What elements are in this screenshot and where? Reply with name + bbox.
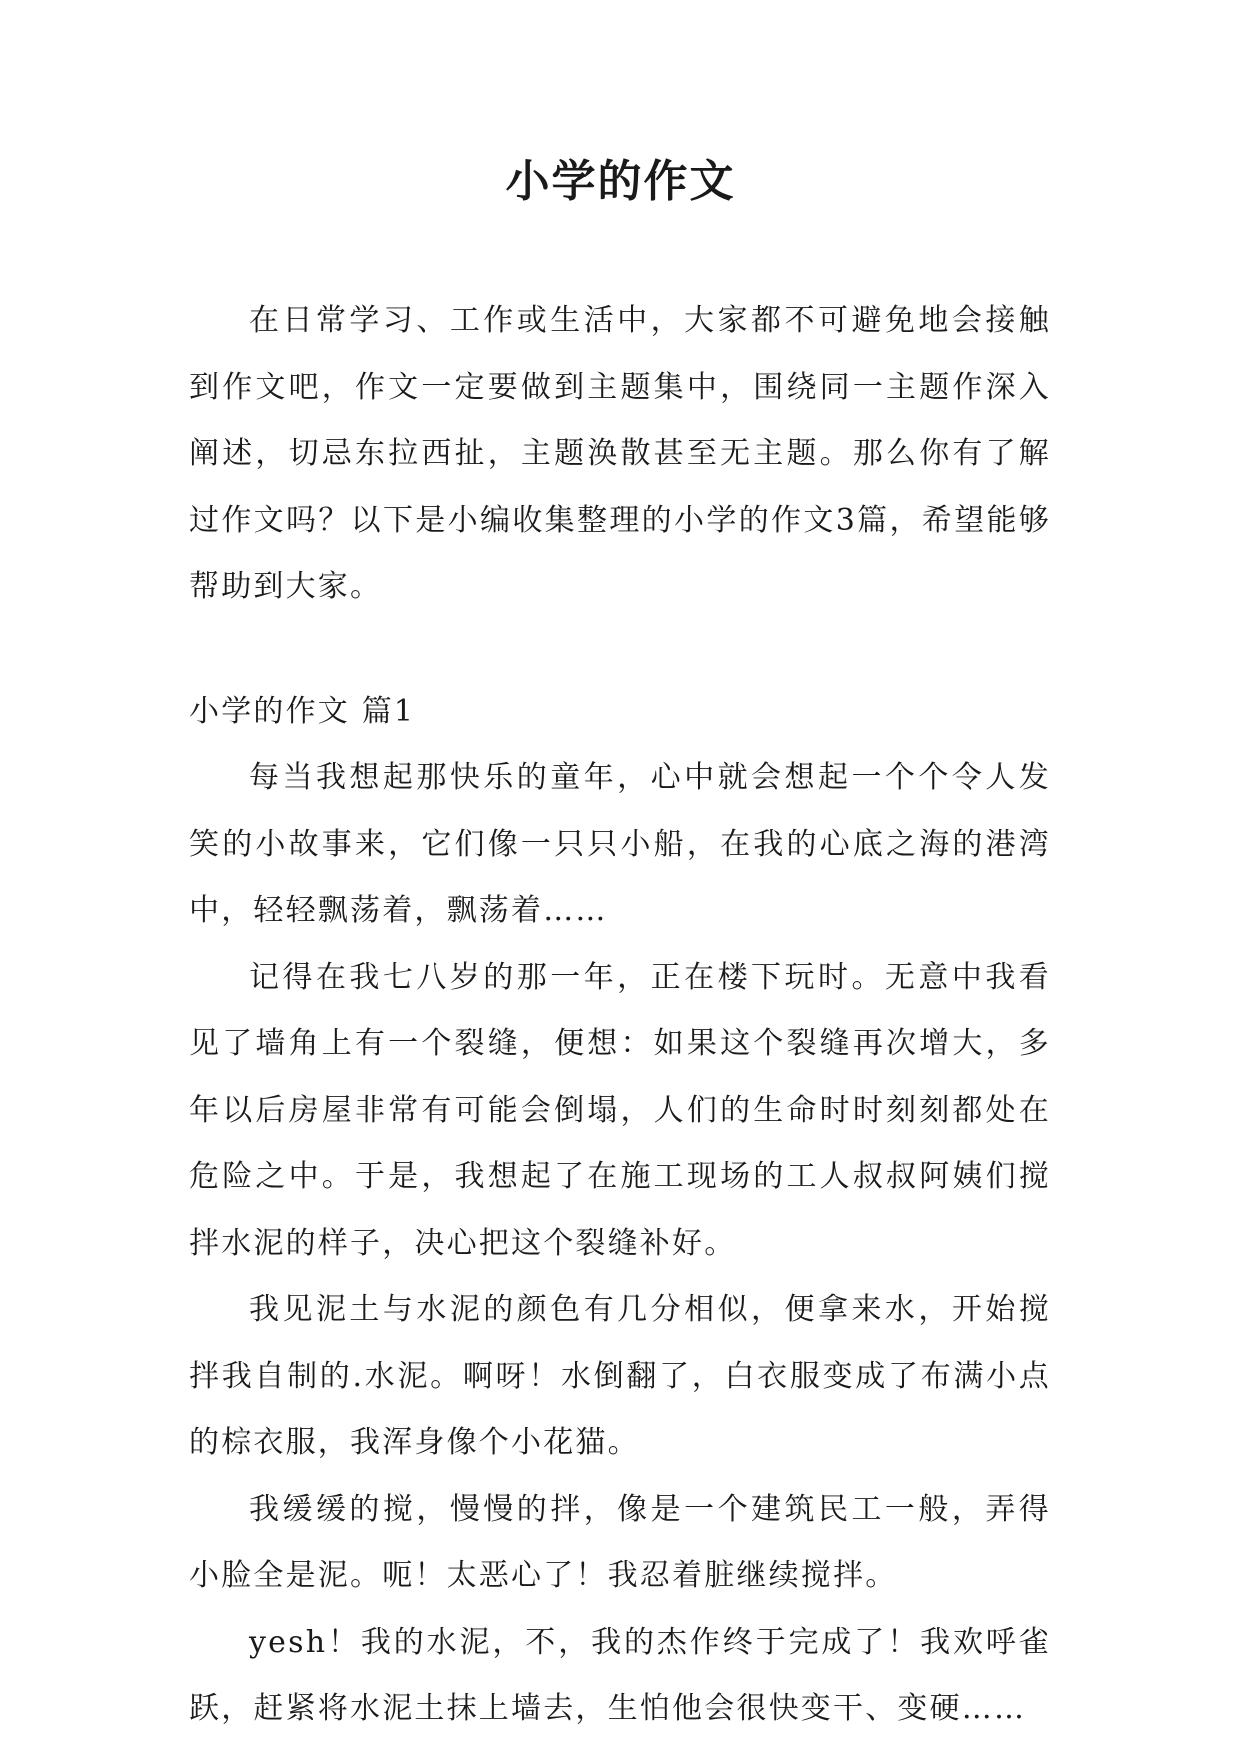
- intro-paragraph: 在日常学习、工作或生活中，大家都不可避免地会接触到作文吧，作文一定要做到主题集中，围绕同一主题作深入阐述，切忌东拉西扯，主题涣散甚至无主题。那么你有了解过作文吗？以下是小编收集整理的小学的作文3篇，希望能够帮助到大家。: [189, 303, 1051, 604]
- body-paragraph-1: 每当我想起那快乐的童年，心中就会想起一个个令人发笑的小故事来，它们像一只只小船，在我的心底之海的港湾中，轻轻飘荡着，飘荡着……: [189, 760, 1051, 928]
- body-paragraph-2: 记得在我七八岁的那一年，正在楼下玩时。无意中我看见了墙角上有一个裂缝，便想：如果这个裂缝再次增大，多年以后房屋非常有可能会倒塌，人们的生命时时刻刻都处在危险之中。于是，我想起了在施工现场的工人叔叔阿姨们搅拌水泥的样子，决心把这个裂缝补好。: [189, 959, 1051, 1261]
- document-body: [189, 288, 1051, 1743]
- body-paragraph-5: yesh！我的水泥，不，我的杰作终于完成了！我欢呼雀跃，赶紧将水泥土抹上墙去，生怕他会很快变干、变硬……: [189, 1624, 1051, 1726]
- body-paragraph-4: 我缓缓的搅，慢慢的拌，像是一个建筑民工一般，弄得小脸全是泥。呃！太恶心了！我忍着脏继续搅拌。: [189, 1491, 1051, 1593]
- body-paragraph-3: 我见泥土与水泥的颜色有几分相似，便拿来水，开始搅拌我自制的.水泥。啊呀！水倒翻了，白衣服变成了布满小点的棕衣服，我浑身像个小花猫。: [189, 1292, 1051, 1460]
- document-title: 小学的作文: [505, 156, 736, 207]
- section-heading: 小学的作文 篇1: [189, 693, 416, 729]
